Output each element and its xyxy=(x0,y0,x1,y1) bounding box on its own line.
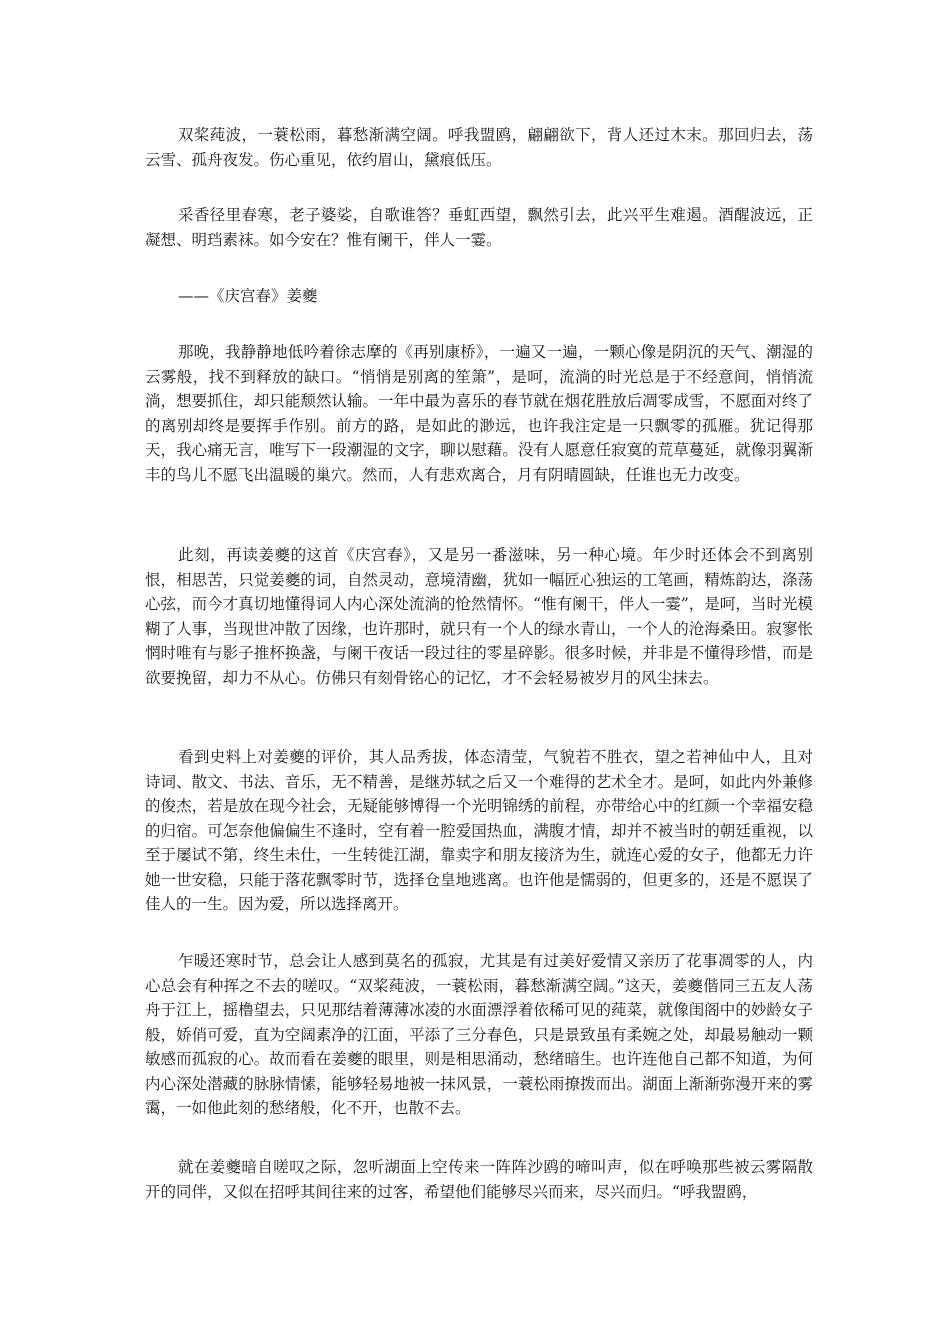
poem-stanza-1: 双桨莼波，一蓑松雨，暮愁渐满空阔。呼我盟鸥，翩翩欲下，背人还过木末。那回归去，荡云雪、孤舟夜发。伤心重见，依约眉山，黛痕低压。 xyxy=(145,126,813,169)
essay-paragraph-5: 就在姜夔暗自嗟叹之际，忽听湖面上空传来一阵阵沙鸥的啼叫声，似在呼唤那些被云雾隔散开的同伴，又似在招呼其间往来的过客，希望他们能够尽兴而来，尽兴而归。“呼我盟鸥， xyxy=(145,1158,813,1201)
poem-attribution: ——《庆宫春》姜夔 xyxy=(178,287,318,305)
essay-paragraph-3: 看到史料上对姜夔的评价，其人品秀拔，体态清莹，气貌若不胜衣，望之若神仙中人，且对诗词、散文、书法、音乐，无不精善，是继苏轼之后又一个难得的艺术全才。是呵，如此内外兼修的俊杰，若是放在现今社会，无疑能够博得一个光明锦绣的前程，亦带给心中的红颜一个幸福安稳的归宿。可怎奈他偏偏生不逢时，空有着一腔爱国热血，满腹才情，却并不被当时的朝廷重视，以至于屡试不第，终生未仕，一生转徙江湖，靠卖字和朋友接济为生，就连心爱的女子，他都无力许她一世安稳，只能于落花飘零时节，选择仓皇地逃离。也许他是懦弱的，但更多的，还是不愿误了佳人的一生。因为爱，所以选择离开。 xyxy=(145,748,813,913)
essay-paragraph-2: 此刻，再读姜夔的这首《庆宫春》，又是另一番滋味，另一种心境。年少时还体会不到离别恨，相思苦，只觉姜夔的词，自然灵动，意境清幽，犹如一幅匠心独运的工笔画，精炼韵达，涤荡心弦，而今才真切地懂得词人内心深处流淌的怆然情怀。“惟有阑干，伴人一霎”，是呵，当时光模糊了人事，当现世冲散了因缘，也许那时，就只有一个人的绿水青山，一个人的沧海桑田。寂寥怅惘时唯有与影子推杯换盏，与阑干夜话一段过往的零星碎影。很多时候，并非是不懂得珍惜，而是欲要挽留，却力不从心。仿佛只有刻骨铭心的记忆，才不会轻易被岁月的风尘抹去。 xyxy=(145,546,813,687)
essay-paragraph-4: 乍暖还寒时节，总会让人感到莫名的孤寂，尤其是有过美好爱情又亲历了花事凋零的人，内心总会有种挥之不去的嗟叹。“双桨莼波，一蓑松雨，暮愁渐满空阔。”这天，姜夔偕同三五友人荡舟于江上，摇橹望去，只见那结着薄薄冰凌的水面漂浮着依稀可见的莼菜，就像闺阁中的妙龄女子般，娇俏可爱，直为空阔素净的江面，平添了三分春色，只是景致虽有柔婉之处，却最易触动一颗敏感而孤寂的心。故而看在姜夔的眼里，则是相思涌动，愁绪暗生。也许连他自己都不知道，为何内心深处潜藏的脉脉情愫，能够轻易地被一抹风景，一蓑松雨撩拨而出。湖面上渐渐弥漫开来的雾霭，一如他此刻的愁绪般，化不开，也散不去。 xyxy=(145,952,813,1117)
poem-stanza-2: 采香径里春寒，老子婆娑，自歌谁答？垂虹西望，飘然引去，此兴平生难遏。酒醒波远，正凝想、明珰素袜。如今安在？惟有阑干，伴人一霎。 xyxy=(145,206,813,249)
essay-paragraph-1: 那晚，我静静地低吟着徐志摩的《再别康桥》，一遍又一遍，一颗心像是阴沉的天气、潮湿的云雾般，找不到释放的缺口。“悄悄是别离的笙箫”，是呵，流淌的时光总是于不经意间，悄悄流淌，想要抓住，却只能颓然认输。一年中最为喜乐的春节就在烟花胜放后凋零成雪，不愿面对终了的离别却终是要挥手作别。前方的路，是如此的渺远，也许我注定是一只飘零的孤雁。犹记得那天，我心痛无言，唯写下一段潮湿的文字，聊以慰藉。没有人愿意任寂寞的荒草蔓延，就像羽翼渐丰的鸟儿不愿飞出温暖的巢穴。然而，人有悲欢离合，月有阴晴圆缺，任谁也无力改变。 xyxy=(145,343,813,484)
